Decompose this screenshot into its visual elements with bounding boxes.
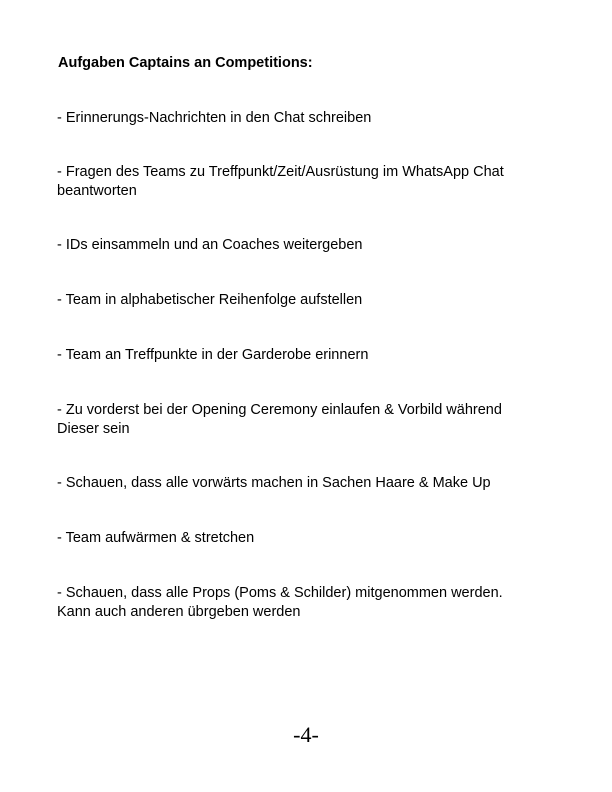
list-item-text: - Schauen, dass alle Props (Poms & Schilder) mitgenommen werden. bbox=[57, 585, 503, 601]
list-item-text: Dieser sein bbox=[57, 421, 130, 437]
list-item-text: - Team an Treffpunkte in der Garderobe erinnern bbox=[57, 347, 369, 363]
list-item-text: - Team aufwärmen & stretchen bbox=[57, 530, 255, 546]
list-item bbox=[57, 109, 557, 128]
list-item-text: Kann auch anderen übrgeben werden bbox=[57, 604, 301, 620]
list-item-text: - IDs einsammeln und an Coaches weitergeben bbox=[57, 237, 363, 253]
page-title: Aufgaben Captains an Competitions: bbox=[58, 55, 313, 71]
list-item-text: beantworten bbox=[57, 183, 137, 199]
list-item bbox=[57, 346, 557, 365]
list-item bbox=[57, 474, 557, 493]
list-item bbox=[57, 163, 557, 201]
list-item bbox=[57, 291, 557, 310]
list-item bbox=[57, 529, 557, 548]
list-item bbox=[57, 584, 557, 622]
page-number: -4- bbox=[293, 722, 319, 747]
list-item bbox=[57, 236, 557, 255]
list-item-text: - Zu vorderst bei der Opening Ceremony einlaufen & Vorbild während bbox=[57, 402, 502, 418]
list-item-text: - Schauen, dass alle vorwärts machen in Sachen Haare & Make Up bbox=[57, 475, 491, 491]
list-item bbox=[57, 401, 557, 439]
list-item-text: - Erinnerungs-Nachrichten in den Chat schreiben bbox=[57, 110, 372, 126]
list-item-text: - Fragen des Teams zu Treffpunkt/Zeit/Ausrüstung im WhatsApp Chat bbox=[57, 164, 504, 180]
list-item-text: - Team in alphabetischer Reihenfolge aufstellen bbox=[57, 292, 363, 308]
